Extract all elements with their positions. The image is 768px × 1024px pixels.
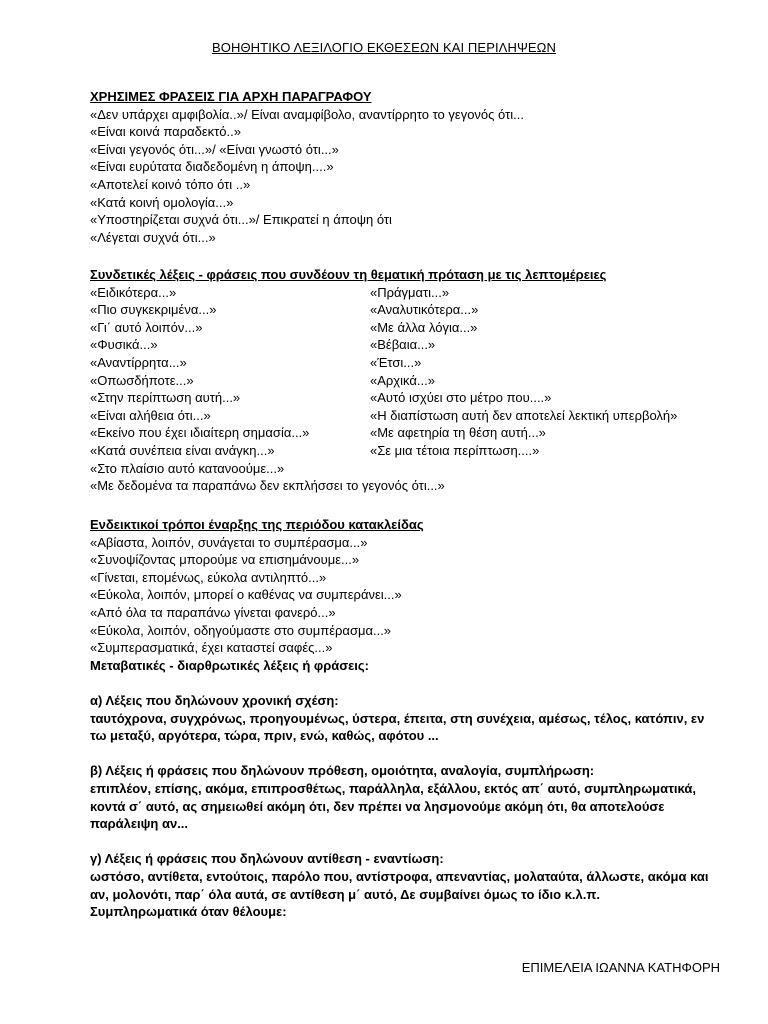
addition-words: επιπλέον, επίσης, ακόμα, επιπροσθέτως, παράλληλα, εξάλλου, εκτός απ΄ αυτό, συμπληρωματικά, κοντά σ΄ αυτό, ας σημειωθεί ακόμη ότι, δεν πρέπει να λησμονούμε ακόμη ότι, θα αποτελούσε παράλειψη αν... — [90, 780, 696, 832]
right-phrase: «Αυτό ισχύει στο μέτρο που....» — [370, 390, 552, 406]
right-phrase: «Πράγματι...» — [370, 284, 450, 300]
right-phrase: «Βέβαια...» — [370, 337, 436, 353]
section-conclusion-openers — [90, 516, 730, 674]
list-row — [90, 389, 730, 407]
phrase-line: «Δεν υπάρχει αμφιβολία..»/ Είναι αναμφίβολο, αναντίρρητο το γεγονός ότι... — [90, 106, 524, 122]
section-transitions — [90, 692, 730, 921]
left-phrase: «Κατά συνέπεια είναι ανάγκη...» — [90, 442, 275, 458]
phrase-line: «Συνοψίζοντας μπορούμε να επισημάνουμε...» — [90, 552, 360, 568]
phrase-line: «Είναι ευρύτατα διαδεδομένη η άποψη....» — [90, 159, 334, 175]
right-phrase: «Με άλλα λόγια...» — [370, 319, 478, 335]
list-row — [90, 407, 730, 425]
phrase-line: «Γίνεται, επομένως, εύκολα αντιληπτό...» — [90, 569, 327, 585]
temporal-heading: α) Λέξεις που δηλώνουν χρονική σχέση: — [90, 693, 339, 708]
phrase-line: «Εύκολα, λοιπόν, μπορεί ο καθένας να συμπεράνει...» — [90, 587, 402, 603]
list-row — [90, 354, 730, 372]
right-phrase: «Αναλυτικότερα...» — [370, 302, 479, 318]
left-phrase: «Στην περίπτωση αυτή...» — [90, 390, 241, 406]
left-phrase: «Πιο συγκεκριμένα...» — [90, 302, 217, 318]
document-title: ΒΟΗΘΗΤΙΚΟ ΛΕΞΙΛΟΓΙΟ ΕΚΘΕΣΕΩΝ ΚΑΙ ΠΕΡΙΛΗΨΕΩΝ — [211, 40, 556, 55]
right-phrase: «Αρχικά...» — [370, 372, 435, 388]
list-row — [90, 301, 730, 319]
section-heading: ΧΡΗΣΙΜΕΣ ΦΡΑΣΕΙΣ ΓΙΑ ΑΡΧΗ ΠΑΡΑΓΡΑΦΟΥ — [90, 89, 372, 104]
section-heading: Συνδετικές λέξεις - φράσεις που συνδέουν τη θεματική πρόταση με τις λεπτομέρειες — [90, 267, 607, 282]
list-row — [90, 442, 730, 460]
phrase-line: «Εύκολα, λοιπόν, οδηγούμαστε στο συμπέρασμα...» — [90, 622, 392, 638]
left-phrase: «Ειδικότερα...» — [90, 284, 177, 300]
phrase-line: «Υποστηρίζεται συχνά ότι...»/ Επικρατεί η άποψη ότι — [90, 212, 392, 228]
contrast-words: ωστόσο, αντίθετα, εντούτοις, παρόλο που, αντίστροφα, απεναντίας, μολαταύτα, άλλωστε, ακόμα και αν, μολονότι, παρ΄ όλα αυτά, σε αντίθεση μ΄ αυτό, Δε συμβαίνει όμως το ίδιο κ.λ.π. — [90, 868, 709, 902]
phrase-line: «Κατά κοινή ομολογία...» — [90, 194, 234, 210]
left-phrase: «Οπωσδήποτε...» — [90, 372, 194, 388]
phrase-line: «Συμπερασματικά, έχει καταστεί σαφές...» — [90, 640, 333, 656]
addition-heading: β) Λέξεις ή φράσεις που δηλώνουν πρόθεση, ομοιότητα, αναλογία, συμπλήρωση: — [90, 763, 595, 779]
phrase-line: «Με δεδομένα τα παραπάνω δεν εκπλήσσει το γεγονός ότι...» — [90, 478, 445, 494]
list-row — [90, 336, 730, 354]
list-row — [90, 372, 730, 390]
supplementary-heading: Συμπληρωματικά όταν θέλουμε: — [90, 904, 287, 920]
temporal-words: ταυτόχρονα, συγχρόνως, προηγουμένως, ύστερα, έπειτα, στη συνέχεια, αμέσως, τέλος, κατόπιν, εν τω μεταξύ, αργότερα, τώρα, πριν, ενώ, καθώς, αφότου ... — [90, 710, 705, 744]
phrase-line: «Από όλα τα παραπάνω γίνεται φανερό...» — [90, 604, 336, 620]
list-row — [90, 424, 730, 442]
two-column-list — [90, 284, 730, 460]
phrase-line: «Λέγεται συχνά ότι...» — [90, 229, 216, 245]
phrase-line: «Είναι γεγονός ότι...»/ «Είναι γνωστό ότι...» — [90, 141, 339, 157]
list-row — [90, 319, 730, 337]
phrase-line: «Στο πλαίσιο αυτό κατανοούμε...» — [90, 460, 285, 476]
right-phrase: «Σε μια τέτοια περίπτωση....» — [370, 442, 540, 458]
phrase-line: «Αποτελεί κοινό τόπο ότι ..» — [90, 176, 251, 192]
right-phrase: «Η διαπίστωση αυτή δεν αποτελεί λεκτική υπερβολή» — [370, 407, 678, 423]
left-phrase: «Αναντίρρητα...» — [90, 354, 187, 370]
section-paragraph-openers — [90, 88, 730, 246]
left-phrase: «Γι΄ αυτό λοιπόν...» — [90, 319, 203, 335]
section-heading: Ενδεικτικοί τρόποι έναρξης της περιόδου κατακλείδας — [90, 517, 424, 532]
left-phrase: «Φυσικά...» — [90, 337, 158, 353]
section-connectives — [90, 266, 730, 495]
left-phrase: «Εκείνο που έχει ιδιαίτερη σημασία...» — [90, 425, 310, 441]
contrast-heading: γ) Λέξεις ή φράσεις που δηλώνουν αντίθεση - εναντίωση: — [90, 851, 444, 867]
footer-author: ΕΠΙΜΕΛΕΙΑ ΙΩΑΝΝΑ ΚΑΤΗΦΟΡΗ — [521, 960, 720, 975]
phrase-line: «Αβίαστα, λοιπόν, συνάγεται το συμπέρασμα...» — [90, 534, 368, 550]
right-phrase: «Με αφετηρία τη θέση αυτή...» — [370, 425, 546, 441]
subsection-heading: Μεταβατικές - διαρθρωτικές λέξεις ή φράσεις: — [90, 657, 370, 673]
list-row — [90, 284, 730, 302]
left-phrase: «Είναι αλήθεια ότι...» — [90, 407, 211, 423]
phrase-line: «Είναι κοινά παραδεκτό..» — [90, 124, 241, 140]
right-phrase: «Έτσι...» — [370, 354, 422, 370]
